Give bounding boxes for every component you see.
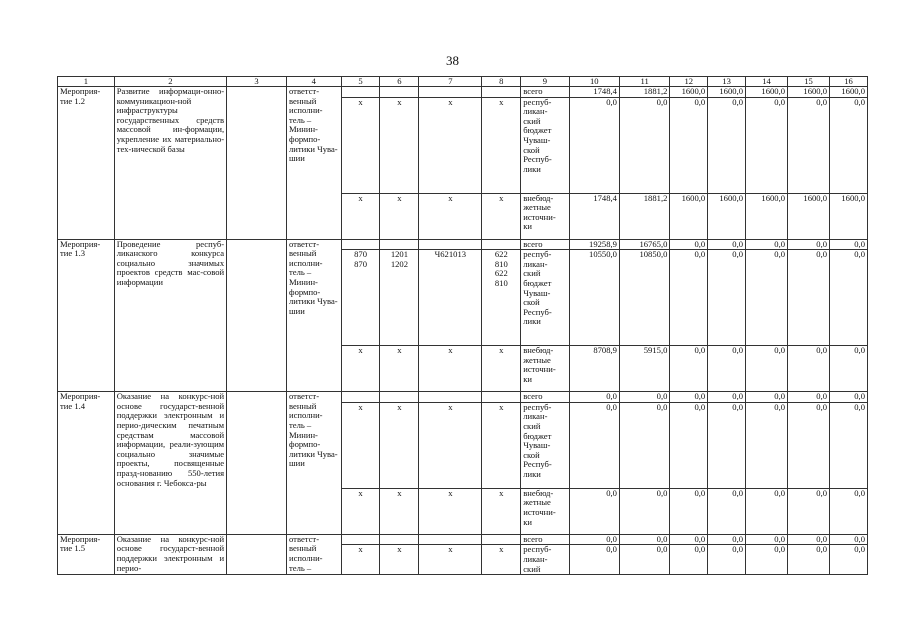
- column-header-5: 5: [341, 77, 380, 87]
- column-header-14: 14: [746, 77, 788, 87]
- amount-cell: 0,0: [670, 545, 708, 575]
- amount-cell: 0,0: [670, 402, 708, 488]
- amount-cell: 19258,9: [569, 239, 619, 250]
- amount-cell: 0,0: [670, 392, 708, 403]
- code-target-cell: [419, 534, 482, 545]
- column-3-cell: [227, 87, 287, 240]
- measure-title-cell: Проведение респуб-ликанского конкурса социально значимых проектов средств мас-совой информации: [114, 239, 226, 392]
- amount-cell: 10850,0: [619, 250, 669, 346]
- code-target-cell: [419, 392, 482, 403]
- amount-cell: 0,0: [830, 392, 868, 403]
- measure-id-cell: Мероприя- тие 1.2: [58, 87, 115, 240]
- amount-cell: 1600,0: [788, 193, 830, 239]
- amount-cell: 0,0: [619, 545, 669, 575]
- amount-cell: 0,0: [830, 488, 868, 534]
- column-header-13: 13: [708, 77, 746, 87]
- amount-cell: 0,0: [670, 239, 708, 250]
- table-row: [58, 87, 868, 98]
- amount-cell: 0,0: [708, 488, 746, 534]
- amount-cell: 0,0: [746, 402, 788, 488]
- code-grbs-cell: x: [341, 346, 380, 392]
- column-header-6: 6: [380, 77, 419, 87]
- measure-id-cell: Мероприя- тие 1.5: [58, 534, 115, 574]
- column-header-1: 1: [58, 77, 115, 87]
- table-row: [58, 392, 868, 403]
- amount-cell: 0,0: [708, 534, 746, 545]
- code-section-cell: 1201 1202: [380, 250, 419, 346]
- amount-cell: 1748,4: [569, 193, 619, 239]
- amount-cell: 1600,0: [830, 87, 868, 98]
- column-header-4: 4: [287, 77, 342, 87]
- amount-cell: 0,0: [746, 534, 788, 545]
- amount-cell: 0,0: [708, 545, 746, 575]
- code-target-cell: x: [419, 193, 482, 239]
- amount-cell: 0,0: [619, 402, 669, 488]
- executor-cell: ответст- венный исполни- тель – Минин- формпо- литики Чува- шии: [287, 87, 342, 240]
- amount-cell: 0,0: [569, 97, 619, 193]
- amount-cell: 0,0: [670, 346, 708, 392]
- code-target-cell: x: [419, 488, 482, 534]
- amount-cell: 1600,0: [708, 87, 746, 98]
- amount-cell: 0,0: [788, 402, 830, 488]
- amount-cell: 0,0: [746, 488, 788, 534]
- funding-source-cell: респуб- ликан- ский бюджет Чуваш- ской Респуб- лики: [521, 402, 569, 488]
- table-row: [58, 239, 868, 250]
- executor-cell: ответст- венный исполни- тель – Минин- формпо- литики Чува- шии: [287, 392, 342, 535]
- column-header-8: 8: [482, 77, 521, 87]
- amount-cell: 0,0: [569, 488, 619, 534]
- amount-cell: 0,0: [788, 534, 830, 545]
- amount-cell: 0,0: [619, 97, 669, 193]
- column-header-16: 16: [830, 77, 868, 87]
- amount-cell: 1600,0: [708, 193, 746, 239]
- amount-cell: 0,0: [788, 488, 830, 534]
- code-grbs-cell: [341, 534, 380, 545]
- amount-cell: 0,0: [746, 250, 788, 346]
- code-grbs-cell: x: [341, 402, 380, 488]
- amount-cell: 0,0: [830, 97, 868, 193]
- code-section-cell: x: [380, 346, 419, 392]
- amount-cell: 1881,2: [619, 193, 669, 239]
- amount-cell: 0,0: [746, 392, 788, 403]
- code-grbs-cell: [341, 239, 380, 250]
- amount-cell: 0,0: [619, 488, 669, 534]
- funding-source-cell: всего: [521, 392, 569, 403]
- code-expense-cell: [482, 534, 521, 545]
- code-section-cell: [380, 534, 419, 545]
- funding-source-cell: всего: [521, 87, 569, 98]
- amount-cell: 0,0: [788, 346, 830, 392]
- column-header-10: 10: [569, 77, 619, 87]
- amount-cell: 1600,0: [830, 193, 868, 239]
- code-target-cell: x: [419, 97, 482, 193]
- code-expense-cell: x: [482, 346, 521, 392]
- amount-cell: 0,0: [708, 239, 746, 250]
- amount-cell: 1600,0: [670, 87, 708, 98]
- page-number: 38: [446, 53, 459, 68]
- amount-cell: 1748,4: [569, 87, 619, 98]
- amount-cell: 0,0: [708, 392, 746, 403]
- amount-cell: 0,0: [830, 402, 868, 488]
- column-header-12: 12: [670, 77, 708, 87]
- code-expense-cell: [482, 87, 521, 98]
- amount-cell: 0,0: [569, 545, 619, 575]
- amount-cell: 0,0: [569, 534, 619, 545]
- measure-title-cell: Оказание на конкурс-ной основе государст-венной поддержки электронным и перио-дическим печатным средствам массовой информации, реали-зующим социально значимые проекты, посвященные празд-нованию 550-летия основания г. Чебокса-ры: [114, 392, 226, 535]
- code-expense-cell: x: [482, 193, 521, 239]
- funding-source-cell: всего: [521, 239, 569, 250]
- amount-cell: 0,0: [708, 346, 746, 392]
- amount-cell: 0,0: [670, 534, 708, 545]
- code-grbs-cell: x: [341, 545, 380, 575]
- amount-cell: 0,0: [708, 402, 746, 488]
- code-expense-cell: 622 810 622 810: [482, 250, 521, 346]
- measure-id-cell: Мероприя- тие 1.4: [58, 392, 115, 535]
- amount-cell: 16765,0: [619, 239, 669, 250]
- executor-cell: ответст- венный исполни- тель –: [287, 534, 342, 574]
- code-target-cell: Ч621013: [419, 250, 482, 346]
- column-3-cell: [227, 239, 287, 392]
- column-header-15: 15: [788, 77, 830, 87]
- amount-cell: 0,0: [830, 545, 868, 575]
- amount-cell: 0,0: [788, 392, 830, 403]
- amount-cell: 0,0: [708, 250, 746, 346]
- budget-table: [57, 76, 868, 575]
- amount-cell: 0,0: [619, 534, 669, 545]
- amount-cell: 1881,2: [619, 87, 669, 98]
- funding-source-cell: респуб- ликан- ский бюджет Чуваш- ской Респуб- лики: [521, 250, 569, 346]
- code-grbs-cell: [341, 392, 380, 403]
- column-header-11: 11: [619, 77, 669, 87]
- code-grbs-cell: 870 870: [341, 250, 380, 346]
- code-expense-cell: x: [482, 97, 521, 193]
- amount-cell: 0,0: [569, 402, 619, 488]
- funding-source-cell: респуб- ликан- ский: [521, 545, 569, 575]
- amount-cell: 0,0: [746, 97, 788, 193]
- code-expense-cell: x: [482, 402, 521, 488]
- code-section-cell: x: [380, 402, 419, 488]
- column-header-2: 2: [114, 77, 226, 87]
- code-expense-cell: [482, 239, 521, 250]
- code-grbs-cell: [341, 87, 380, 98]
- amount-cell: 0,0: [746, 346, 788, 392]
- amount-cell: 8708,9: [569, 346, 619, 392]
- amount-cell: 0,0: [830, 250, 868, 346]
- code-grbs-cell: x: [341, 488, 380, 534]
- measure-id-cell: Мероприя- тие 1.3: [58, 239, 115, 392]
- code-expense-cell: x: [482, 488, 521, 534]
- code-section-cell: x: [380, 193, 419, 239]
- amount-cell: 0,0: [830, 534, 868, 545]
- funding-source-cell: внебюд- жетные источни- ки: [521, 488, 569, 534]
- amount-cell: 0,0: [746, 239, 788, 250]
- code-section-cell: [380, 239, 419, 250]
- amount-cell: 0,0: [569, 392, 619, 403]
- code-section-cell: [380, 87, 419, 98]
- amount-cell: 0,0: [788, 250, 830, 346]
- code-target-cell: x: [419, 402, 482, 488]
- amount-cell: 0,0: [830, 346, 868, 392]
- funding-source-cell: респуб- ликан- ский бюджет Чуваш- ской Респуб- лики: [521, 97, 569, 193]
- column-header-7: 7: [419, 77, 482, 87]
- column-number-row: [58, 77, 868, 87]
- code-target-cell: x: [419, 346, 482, 392]
- code-target-cell: x: [419, 545, 482, 575]
- amount-cell: 0,0: [670, 488, 708, 534]
- amount-cell: 1600,0: [746, 193, 788, 239]
- amount-cell: 1600,0: [670, 193, 708, 239]
- amount-cell: 0,0: [619, 392, 669, 403]
- amount-cell: 5915,0: [619, 346, 669, 392]
- amount-cell: 0,0: [788, 97, 830, 193]
- amount-cell: 0,0: [708, 97, 746, 193]
- code-section-cell: x: [380, 97, 419, 193]
- code-target-cell: [419, 87, 482, 98]
- amount-cell: 10550,0: [569, 250, 619, 346]
- amount-cell: 0,0: [670, 250, 708, 346]
- column-3-cell: [227, 534, 287, 574]
- amount-cell: 0,0: [830, 239, 868, 250]
- amount-cell: 0,0: [746, 545, 788, 575]
- column-3-cell: [227, 392, 287, 535]
- amount-cell: 1600,0: [746, 87, 788, 98]
- amount-cell: 0,0: [788, 545, 830, 575]
- code-section-cell: x: [380, 545, 419, 575]
- code-target-cell: [419, 239, 482, 250]
- code-grbs-cell: x: [341, 193, 380, 239]
- column-header-3: 3: [227, 77, 287, 87]
- amount-cell: 0,0: [788, 239, 830, 250]
- code-section-cell: x: [380, 488, 419, 534]
- measure-title-cell: Развитие информаци-онно-коммуникацион-ной инфраструктуры государственных средств массовой ин-формации, укрепление их материально-тех-нической базы: [114, 87, 226, 240]
- table-row: [58, 534, 868, 545]
- funding-source-cell: внебюд- жетные источни- ки: [521, 346, 569, 392]
- funding-source-cell: внебюд- жетные источни- ки: [521, 193, 569, 239]
- executor-cell: ответст- венный исполни- тель – Минин- формпо- литики Чува- шии: [287, 239, 342, 392]
- funding-source-cell: всего: [521, 534, 569, 545]
- amount-cell: 0,0: [670, 97, 708, 193]
- table-body: [58, 87, 868, 575]
- amount-cell: 1600,0: [788, 87, 830, 98]
- code-expense-cell: [482, 392, 521, 403]
- code-section-cell: [380, 392, 419, 403]
- measure-title-cell: Оказание на конкурс-ной основе государст-венной поддержки электронным и перио-: [114, 534, 226, 574]
- column-header-9: 9: [521, 77, 569, 87]
- table-header: [58, 77, 868, 87]
- code-grbs-cell: x: [341, 97, 380, 193]
- code-expense-cell: x: [482, 545, 521, 575]
